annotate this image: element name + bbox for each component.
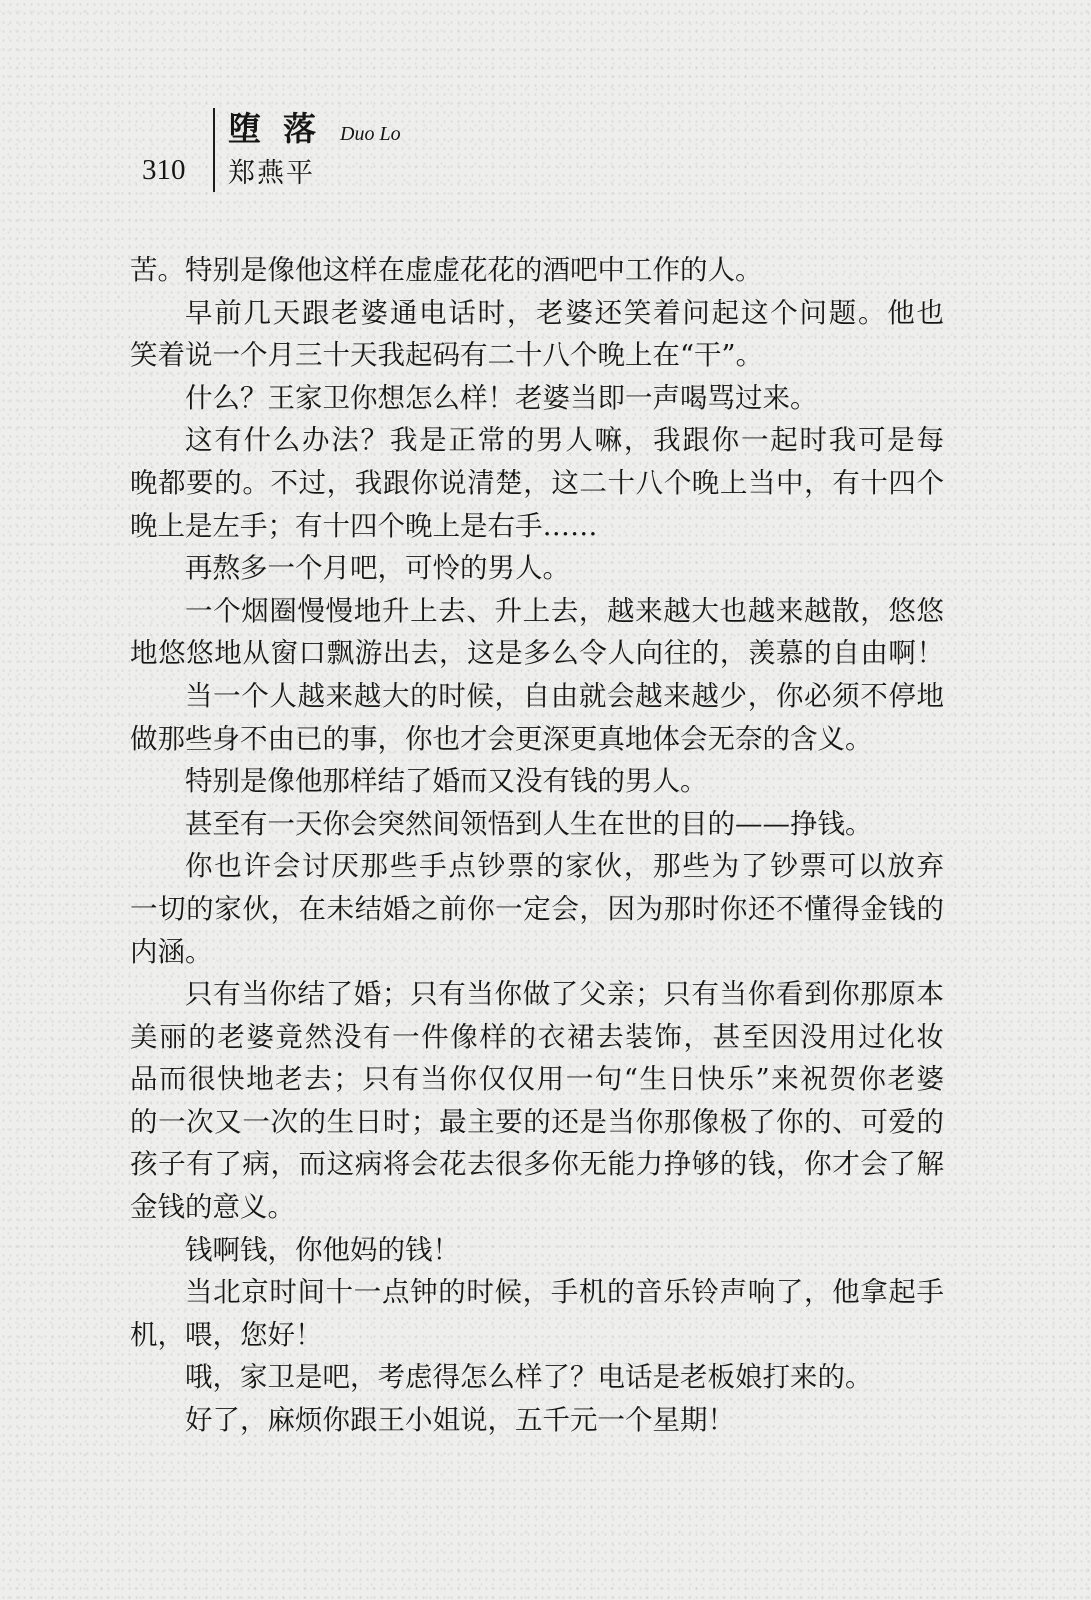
- text-line: 什么？王家卫你想怎么样！老婆当即一声喝骂过来。: [185, 381, 818, 414]
- text-line: 早前几天跟老婆通电话时，老婆还笑着问起这个问题。他也: [185, 296, 944, 329]
- text-line: 苦。特别是像他这样在虚虚花花的酒吧中工作的人。: [130, 254, 763, 286]
- text-line: 的一次又一次的生日时；最主要的还是当你那像极了你的、可爱的: [130, 1105, 944, 1138]
- text-line: 金钱的意义。: [130, 1191, 295, 1224]
- text-line: 甚至有一天你会突然间领悟到人生在世的目的——挣钱。: [185, 807, 873, 840]
- text-line: 美丽的老婆竟然没有一件像样的衣裙去装饰，甚至因没用过化妆: [130, 1020, 944, 1053]
- author-name: 郑燕平: [228, 158, 315, 189]
- book-title: 堕落: [228, 109, 338, 148]
- text-line: 孩子有了病，而这病将会花去很多你无能力挣够的钱，你才会了解: [130, 1148, 944, 1181]
- text-line: 哦，家卫是吧，考虑得怎么样了？电话是老板娘打来的。: [185, 1361, 873, 1394]
- text-line: 特别是像他那样结了婚而又没有钱的男人。: [185, 765, 708, 798]
- header-divider: [213, 108, 215, 192]
- book-title-pinyin: Duo Lo: [340, 123, 401, 145]
- text-line: 一个烟圈慢慢地升上去、升上去，越来越大也越来越散，悠悠: [185, 594, 944, 627]
- text-line: 一切的家伙，在未结婚之前你一定会，因为那时你还不懂得金钱的: [130, 892, 944, 925]
- text-line: 做那些身不由已的事，你也才会更深更真地体会无奈的含义。: [130, 722, 873, 755]
- text-line: 当北京时间十一点钟的时候，手机的音乐铃声响了，他拿起手: [185, 1276, 944, 1309]
- text-line: 内涵。: [130, 935, 213, 968]
- text-line: 你也许会讨厌那些手点钞票的家伙，那些为了钞票可以放弃: [185, 850, 944, 883]
- text-line: 这有什么办法？我是正常的男人嘛，我跟你一起时我可是每: [185, 424, 944, 457]
- text-line: 钱啊钱，你他妈的钱！: [185, 1233, 460, 1266]
- text-line: 当一个人越来越大的时候，自由就会越来越少，你必须不停地: [185, 679, 944, 712]
- text-line: 再熬多一个月吧，可怜的男人。: [185, 552, 570, 585]
- page-number: 310: [142, 154, 186, 186]
- text-line: 机，喂，您好！: [130, 1318, 323, 1351]
- text-line: 晚都要的。不过，我跟你说清楚，这二十八个晚上当中，有十四个: [130, 466, 944, 499]
- text-line: 晚上是左手；有十四个晚上是右手……: [130, 509, 598, 542]
- text-line: 好了，麻烦你跟王小姐说，五千元一个星期！: [185, 1404, 735, 1437]
- text-line: 品而很快地老去；只有当你仅仅用一句“生日快乐”来祝贺你老婆: [130, 1063, 944, 1096]
- body-text: [130, 249, 944, 1442]
- text-line: 地悠悠地从窗口飘游出去，这是多么令人向往的，羡慕的自由啊！: [130, 637, 944, 670]
- text-line: 笑着说一个月三十天我起码有二十八个晚上在“干”。: [130, 339, 764, 372]
- text-line: 只有当你结了婚；只有当你做了父亲；只有当你看到你那原本: [185, 978, 944, 1011]
